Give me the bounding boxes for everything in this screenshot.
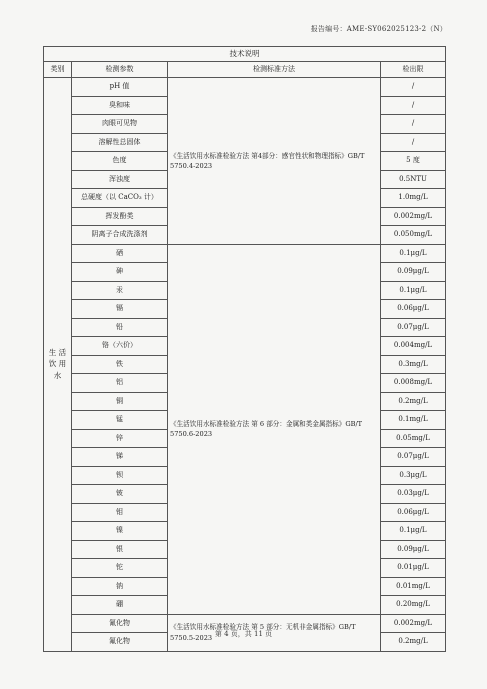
limit-cell: 0.07μg/L xyxy=(381,318,446,337)
limit-cell: 0.004mg/L xyxy=(381,337,446,356)
limit-cell: 0.06μg/L xyxy=(381,503,446,522)
parameter-cell: 挥发酚类 xyxy=(72,207,168,226)
parameter-cell: 臭和味 xyxy=(72,96,168,115)
limit-cell: 0.1mg/L xyxy=(381,411,446,430)
limit-cell: 0.1μg/L xyxy=(381,281,446,300)
limit-cell: / xyxy=(381,133,446,152)
parameter-cell: 汞 xyxy=(72,281,168,300)
limit-cell: 0.3μg/L xyxy=(381,466,446,485)
parameter-cell: 氰化物 xyxy=(72,614,168,633)
parameter-cell: 钡 xyxy=(72,466,168,485)
parameter-cell: 溶解性总固体 xyxy=(72,133,168,152)
parameter-cell: 铊 xyxy=(72,559,168,578)
method-cell: 《生活饮用水标准检验方法 第 5 部分：无机非金属指标》GB/T 5750.5-2023 xyxy=(168,614,381,651)
limit-cell: 0.03μg/L xyxy=(381,485,446,504)
page-footer: 第 4 页，共 11 页 xyxy=(214,630,273,638)
limit-cell: 0.07μg/L xyxy=(381,448,446,467)
parameter-cell: 镍 xyxy=(72,522,168,541)
parameter-cell: 铁 xyxy=(72,355,168,374)
parameter-cell: 锌 xyxy=(72,429,168,448)
parameter-cell: pH 值 xyxy=(72,78,168,97)
parameter-cell: 钼 xyxy=(72,503,168,522)
limit-cell: 0.050mg/L xyxy=(381,226,446,245)
table-header-row xyxy=(44,62,446,78)
parameter-cell: 铅 xyxy=(72,318,168,337)
method-cell: 《生活饮用水标准检验方法 第 6 部分：金属和类金属指标》GB/T 5750.6-2023 xyxy=(168,244,381,614)
parameter-cell: 锰 xyxy=(72,411,168,430)
col-header-category: 类别 xyxy=(44,62,72,78)
table-row xyxy=(44,244,446,263)
limit-cell: / xyxy=(381,78,446,97)
limit-cell: 1.0mg/L xyxy=(381,189,446,208)
technical-spec-table xyxy=(43,46,446,652)
table-row xyxy=(44,78,446,97)
parameter-cell: 锑 xyxy=(72,448,168,467)
table-title: 技术说明 xyxy=(44,47,446,62)
limit-cell: 0.2mg/L xyxy=(381,633,446,652)
parameter-cell: 铬（六价） xyxy=(72,337,168,356)
category-cell: 生 活 饮 用 水 xyxy=(44,78,72,652)
col-header-limit: 检出限 xyxy=(381,62,446,78)
parameter-cell: 阴离子合成洗涤剂 xyxy=(72,226,168,245)
parameter-cell: 硒 xyxy=(72,244,168,263)
limit-cell: 0.01μg/L xyxy=(381,559,446,578)
parameter-cell: 铜 xyxy=(72,392,168,411)
parameter-cell: 肉眼可见物 xyxy=(72,115,168,134)
method-cell: 《生活饮用水标准检验方法 第4部分：感官性状和物理指标》GB/T 5750.4-2023 xyxy=(168,78,381,245)
limit-cell: 0.01mg/L xyxy=(381,577,446,596)
parameter-cell: 银 xyxy=(72,540,168,559)
limit-cell: 0.008mg/L xyxy=(381,374,446,393)
limit-cell: 5 度 xyxy=(381,152,446,171)
limit-cell: 0.5NTU xyxy=(381,170,446,189)
limit-cell: 0.20mg/L xyxy=(381,596,446,615)
limit-cell: 0.002mg/L xyxy=(381,614,446,633)
parameter-cell: 色度 xyxy=(72,152,168,171)
limit-cell: 0.1μg/L xyxy=(381,244,446,263)
col-header-parameter: 检测参数 xyxy=(72,62,168,78)
report-number: 报告编号：AME-SY062025123-2（N） xyxy=(310,25,447,33)
limit-cell: 0.002mg/L xyxy=(381,207,446,226)
limit-cell: 0.09μg/L xyxy=(381,263,446,282)
col-header-method: 检测标准方法 xyxy=(168,62,381,78)
limit-cell: 0.09μg/L xyxy=(381,540,446,559)
limit-cell: 0.2mg/L xyxy=(381,392,446,411)
parameter-cell: 铍 xyxy=(72,485,168,504)
parameter-cell: 钠 xyxy=(72,577,168,596)
parameter-cell: 总硬度（以 CaCO₃ 计） xyxy=(72,189,168,208)
parameter-cell: 浑浊度 xyxy=(72,170,168,189)
limit-cell: 0.3mg/L xyxy=(381,355,446,374)
parameter-cell: 铝 xyxy=(72,374,168,393)
limit-cell: / xyxy=(381,115,446,134)
parameter-cell: 砷 xyxy=(72,263,168,282)
parameter-cell: 硼 xyxy=(72,596,168,615)
limit-cell: 0.1μg/L xyxy=(381,522,446,541)
limit-cell: 0.05mg/L xyxy=(381,429,446,448)
limit-cell: 0.06μg/L xyxy=(381,300,446,319)
parameter-cell: 氟化物 xyxy=(72,633,168,652)
limit-cell: / xyxy=(381,96,446,115)
parameter-cell: 镉 xyxy=(72,300,168,319)
